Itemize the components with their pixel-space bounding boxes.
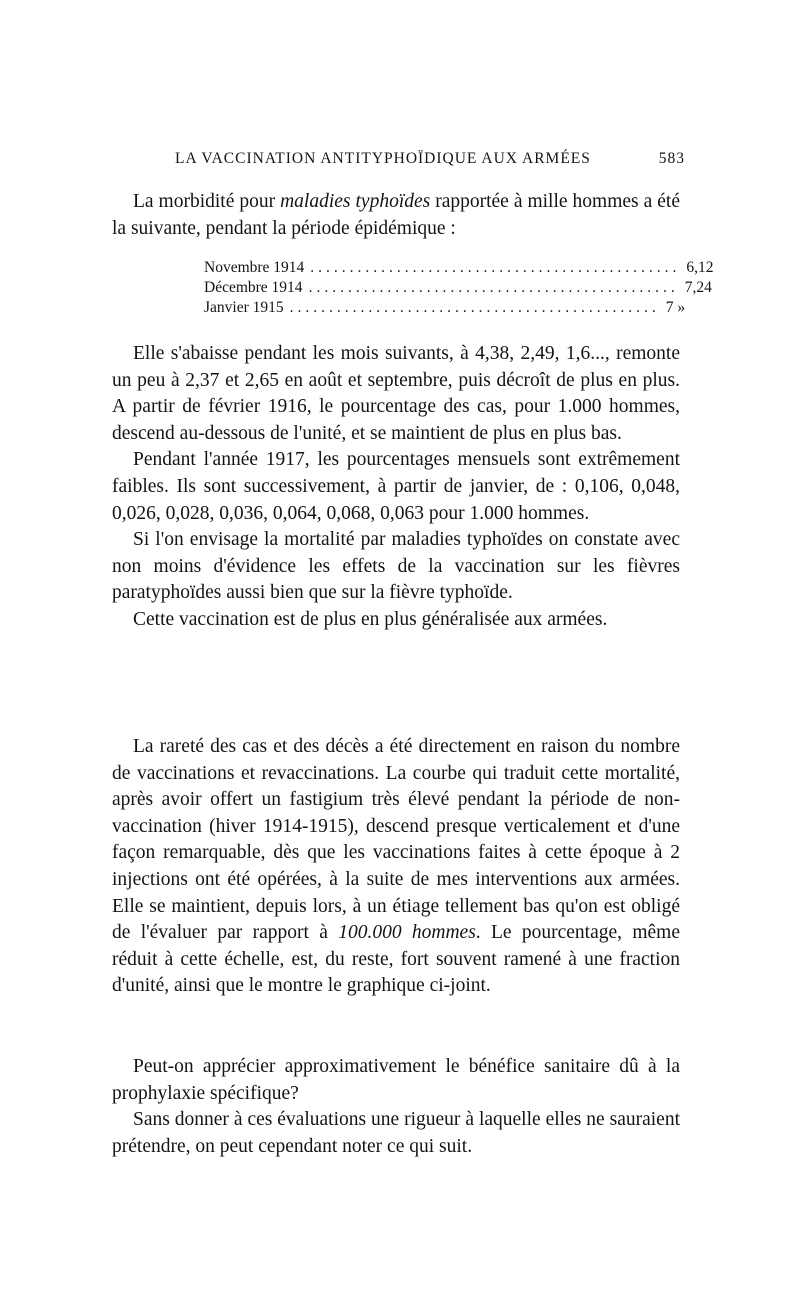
row-month: Décembre 1914 [204,279,303,296]
table-row [204,298,686,318]
row-value: 7 » [665,299,686,316]
row-month: Janvier 1915 [204,299,284,316]
paragraph-1917: Pendant l'année 1917, les pourcentages mensuels sont extrêmement faibles. Ils sont successivement, à partir de janvier, de : 0,106, 0,048, 0,026, 0,028, 0,036, 0,064, 0,068, 0,063 pour 1.000 hommes. [112,449,680,524]
row-month: Novembre 1914 [204,259,305,276]
table-row [204,278,712,298]
intro-paragraph [112,189,680,242]
table-row [204,258,714,278]
rarity-italic-term: 100.000 hommes [338,922,476,944]
running-head [175,150,685,174]
intro-text-after: rapportée à mille hommes a été la suivante, pendant la période épidémique : [112,191,680,239]
rarity-text-before: La rareté des cas et des décès a été directement en raison du nombre de vaccinations et revaccinations. La courbe qui traduit cette mortalité, après avoir offert un fastigium très élevé pendant la période de non-vaccination (hiver 1914-1915), descend presque verticalement et d'une façon remarquable, dès que les vaccinations faites à cette époque à 2 injections ont été opérées, à la suite de mes interventions aux armées. Elle se maintient, depuis lors, à un étiage tellement bas qu'on est obligé de l'évaluer par rapport à [112,736,680,944]
paragraph-question: Peut-on apprécier approximativement le bénéfice sanitaire dû à la prophylaxie spécifique? [112,1056,680,1104]
paragraph-mortality: Si l'on envisage la mortalité par maladies typhoïdes on constate avec non moins d'évidence les effets de la vaccination sur les fièvres paratyphoïdes aussi bien que sur la fièvre typhoïde. [112,529,680,604]
intro-text-before: La morbidité pour [133,191,281,212]
intro-italic-term: maladies typhoïdes [280,191,431,212]
rarity-text-after: . Le pourcentage, même réduit à cette échelle, est, du reste, fort souvent ramené à une fraction d'unité, ainsi que le montre le graphique ci-joint. [112,922,680,997]
intro-block [112,189,680,242]
body-block-3 [112,1054,680,1160]
leader-dots: ............................................... [310,259,681,276]
running-title: LA VACCINATION ANTITYPHOÏDIQUE AUX ARMÉES [175,150,591,167]
morbidity-table [204,258,714,318]
paragraph-evaluation: Sans donner à ces évaluations une rigueur à laquelle elles ne sauraient prétendre, on peut cependant noter ce qui suit. [112,1109,680,1157]
body-block-1 [112,341,680,634]
paragraph-generalised: Cette vaccination est de plus en plus généralisée aux armées. [133,608,608,630]
leader-dots: ............................................... [308,279,679,296]
row-value: 6,12 [686,259,714,276]
paragraph-decline: Elle s'abaisse pendant les mois suivants, à 4,38, 2,49, 1,6..., remonte un peu à 2,37 et 2,65 en août et septembre, puis décroît de plus en plus. A partir de février 1916, le pourcentage des cas, pour 1.000 hommes, descend au-dessous de l'unité, et se maintient de plus en plus bas. [112,343,680,444]
row-value: 7,24 [684,279,712,296]
leader-dots: ............................................... [289,299,660,316]
page-number: 583 [658,150,685,167]
paragraph-rarity [112,734,680,1000]
body-block-2 [112,734,680,1000]
